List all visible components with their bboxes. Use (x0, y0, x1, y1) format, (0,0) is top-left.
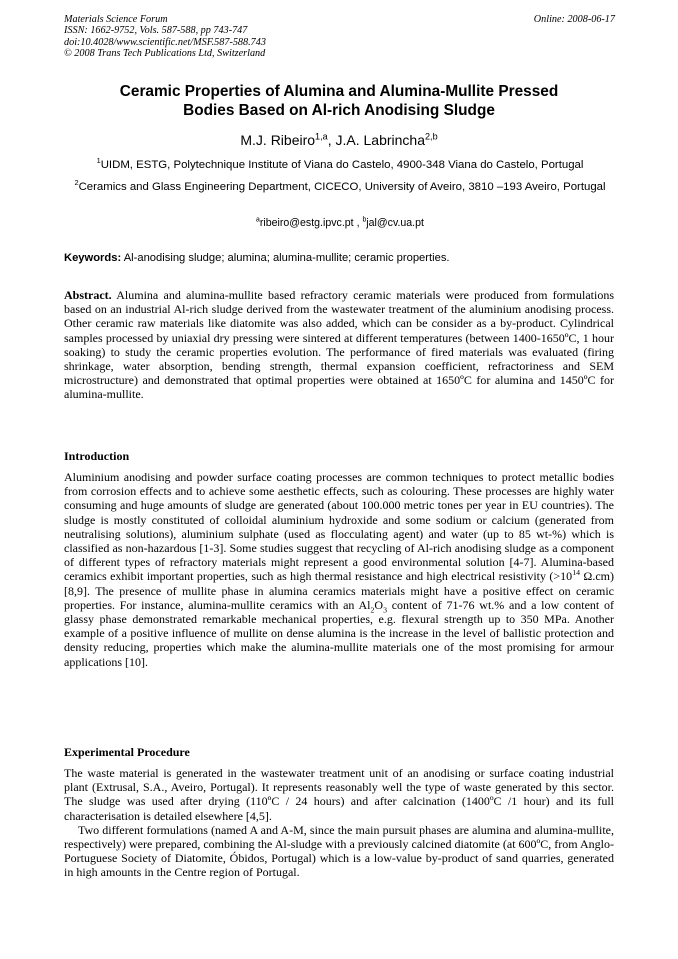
journal-header (64, 14, 266, 59)
abstract-text: Alumina and alumina-mullite based refractory ceramic materials were produced from formulations based on an industrial Al-rich sludge derived from the wastewater treatment of the aluminium anodising process. Other ceramic raw materials like diatomite was also added, which can be consider as a by-product. Cylindrical samples processed by uniaxial dry pressing were sintered at different temperatures (between 1400-1650ºC, 1 hour soaking) to study the ceramic properties evolution. The performance of fired materials was evaluated (firing shrinkage, water absorption, bending strength, thermal expansion coefficient, refractoriness and SEM microstructure) and demonstrated that optimal properties were obtained at 1650ºC for alumina and 1450ºC for alumina-mullite. (64, 288, 614, 402)
experimental-text (64, 766, 614, 880)
issn-line: ISSN: 1662-9752, Vols. 587-588, pp 743-747 (64, 25, 248, 37)
affiliation-2-superscript: 2 (74, 178, 79, 188)
author-2-superscript: 2,b (424, 131, 438, 142)
email-line (64, 216, 616, 231)
keywords (64, 251, 616, 265)
intro-part-3: content of 71-76 wt.% and a low content of glassy phase demonstrated remarkable mechanical properties, e.g. flexural strength up to 350 MPa. Another example of a positive influence of mullite on dense alumina is the increase in the level of ballistic protection and density reducing, properties which make the alumina-mullite materials one of the most promising for armour applications [10]. (64, 597, 614, 669)
experimental-paragraph-2: Two different formulations (named A and A-M, since the main pursuit phases are alumina and alumina-mullite, respectively) were prepared, combining the Al-sludge with a previously calcined diatomite (at 600ºC, from Anglo-Portuguese Society of Diatomite, Óbidos, Portugal) which is a low-value by-product of sand quarries, generated in high amounts in the Centre region of Portugal. (64, 822, 614, 880)
keywords-label: Keywords: (64, 252, 122, 264)
experimental-paragraph-1: The waste material is generated in the wastewater treatment unit of an anodising or surface coating industrial plant (Extrusal, S.A., Aveiro, Portugal). It represents reasonably well the type of waste generated by this sector. The sludge was used after drying (110ºC / 24 hours) and after calcination (1400ºC /1 hour) and its full characterisation is detailed elsewhere [4,5]. (64, 766, 614, 823)
copyright-line: © 2008 Trans Tech Publications Ltd, Switzerland (64, 47, 266, 59)
journal-name: Materials Science Forum (64, 14, 168, 25)
keywords-text: Al-anodising sludge; alumina; alumina-mullite; ceramic properties. (121, 252, 450, 264)
email-a-superscript: a (256, 216, 260, 224)
experimental-heading: Experimental Procedure (64, 745, 190, 759)
author-1: M.J. Ribeiro (240, 132, 316, 148)
abstract (64, 288, 614, 402)
intro-part-1: Aluminium anodising and powder surface coating processes are common techniques to protect metallic bodies from corrosion effects and to achieve some aesthetic effects, such as colouring. These processes are highly water consuming and huge amounts of sludge are generated (about 100.000 metric tones per year in EU countries). The sludge is mostly constituted of colloidal aluminium hydroxide and some sodium or calcium (generated from neutralising solutions), aluminium sulphate (used as flocculating agent) and water (up to 85 wt-%) which is classified as non-hazardous [1-3]. Some studies suggest that recycling of Al-rich anodising sludge as a component of different types of refractory materials might represent a good environmental solution [4-7]. Alumina-based ceramics exhibit important properties, such as high thermal resistance and high electrical resistivity (>10 (64, 470, 614, 584)
email-a[interactable]: ribeiro@estg.ipvc.pt (259, 217, 354, 229)
intro-oxygen: O (374, 597, 384, 612)
author-2: J.A. Labrincha (335, 132, 425, 148)
affiliation-2-text: Ceramics and Glass Engineering Department, CICECO, University of Aveiro, 3810 –193 Aveiro, Portugal (78, 181, 606, 193)
email-b[interactable]: jal@cv.ua.pt (366, 217, 424, 229)
doi-line: doi:10.4028/www.scientific.net/MSF.587-588.743 (64, 36, 266, 48)
email-b-superscript: b (362, 216, 367, 224)
affiliation-2 (64, 180, 616, 195)
affiliation-1-text: UIDM, ESTG, Polytechnique Institute of Viana do Castelo, 4900-348 Viana do Castelo, Portugal (100, 159, 584, 171)
introduction-heading: Introduction (64, 449, 130, 463)
introduction-text (64, 470, 614, 669)
title-line-2: Bodies Based on Al-rich Anodising Sludge (183, 102, 495, 119)
author-1-superscript: 1,a (315, 131, 328, 142)
author-list (40, 131, 638, 149)
intro-subscript-1: 2 (370, 605, 375, 615)
email-separator: , (353, 217, 363, 229)
abstract-label: Abstract. (64, 288, 112, 302)
author-separator: , (327, 132, 336, 148)
intro-exponent: 14 (572, 568, 580, 578)
title-line-1: Ceramic Properties of Alumina and Alumina-Mullite Pressed (119, 83, 559, 100)
affiliation-1 (64, 158, 616, 173)
intro-part-2: Ω.cm) [8,9]. The presence of mullite phase in alumina ceramics materials might have a positive effect on ceramic properties. For instance, alumina-mullite ceramics with an Al (64, 569, 614, 612)
intro-subscript-2: 3 (383, 605, 387, 615)
online-date: Online: 2008-06-17 (533, 14, 615, 25)
affiliation-1-superscript: 1 (96, 156, 101, 166)
paper-title (40, 82, 638, 120)
